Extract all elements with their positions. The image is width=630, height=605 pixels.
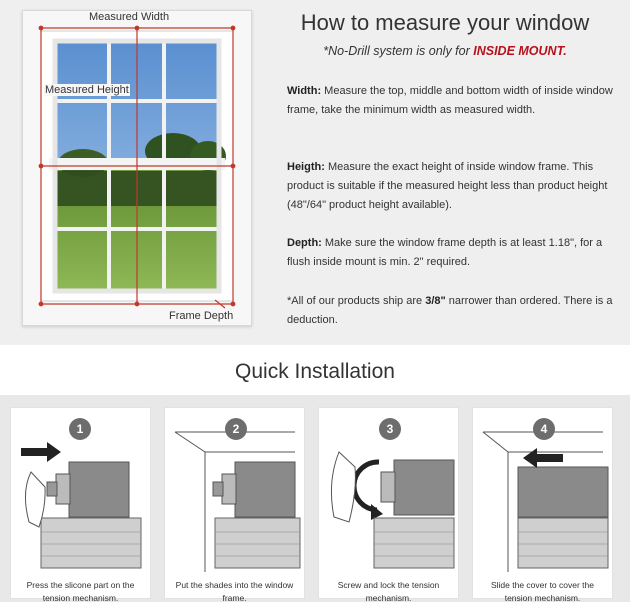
height-label: Heigth: (287, 161, 325, 173)
window-picture (23, 11, 251, 325)
height-instruction (287, 158, 617, 215)
width-text: Measure the top, middle and bottom width of inside window frame, take the minimum width as measured width. (287, 85, 613, 116)
install-step-2 (164, 407, 305, 603)
step-4-caption: Slide the cover to cover the tension mechanism. (490, 580, 594, 603)
arrow-right-icon (21, 442, 61, 462)
step-3-caption: Screw and lock the tension mechanism. (337, 580, 440, 603)
depth-label: Depth: (287, 237, 322, 249)
measured-width-label: Measured Width (89, 11, 170, 23)
step-3-illustration (319, 422, 458, 577)
step-4-illustration (473, 422, 612, 577)
step-1-illustration (11, 422, 150, 577)
width-label: Width: (287, 85, 322, 97)
subtitle-text: *No-Drill system is only for (323, 44, 470, 58)
depth-text: Make sure the window frame depth is at least 1.18", for a flush inside mount is min. 2" required. (287, 237, 603, 268)
measure-subtitle (270, 44, 620, 58)
depth-instruction (287, 234, 617, 272)
deduction-note (287, 292, 617, 330)
measured-height-label: Measured Height (45, 84, 129, 96)
step-1-caption: Press the slicone part on the tension mechanism. (26, 580, 135, 603)
step-number-badge: 1 (69, 418, 91, 440)
width-instruction (287, 82, 617, 120)
install-steps (0, 395, 630, 602)
step-number-badge: 3 (379, 418, 401, 440)
rotate-arrow-icon (354, 462, 379, 510)
arrow-left-icon (523, 448, 563, 468)
step-number-badge: 4 (533, 418, 555, 440)
step-number-badge: 2 (225, 418, 247, 440)
install-step-4 (472, 407, 613, 603)
install-step-1 (10, 407, 151, 603)
frame-depth-label: Frame Depth (169, 310, 234, 322)
window-illustration (22, 10, 252, 326)
note-suffix: narrower than ordered. There is a deduction. (287, 295, 613, 326)
note-prefix: *All of our products ship are (287, 295, 423, 307)
step-2-caption: Put the shades into the window frame. (175, 580, 294, 603)
step-2-illustration (165, 422, 304, 577)
install-title: Quick Installation (235, 360, 395, 383)
measure-title: How to measure your window (300, 10, 590, 35)
install-step-3 (318, 407, 459, 603)
subtitle-highlight: INSIDE MOUNT. (473, 44, 567, 58)
height-text: Measure the exact height of inside window frame. This product is suitable if the measured height less than product height (48"/64" product height available). (287, 161, 608, 211)
note-bold: 3/8" (425, 295, 446, 307)
